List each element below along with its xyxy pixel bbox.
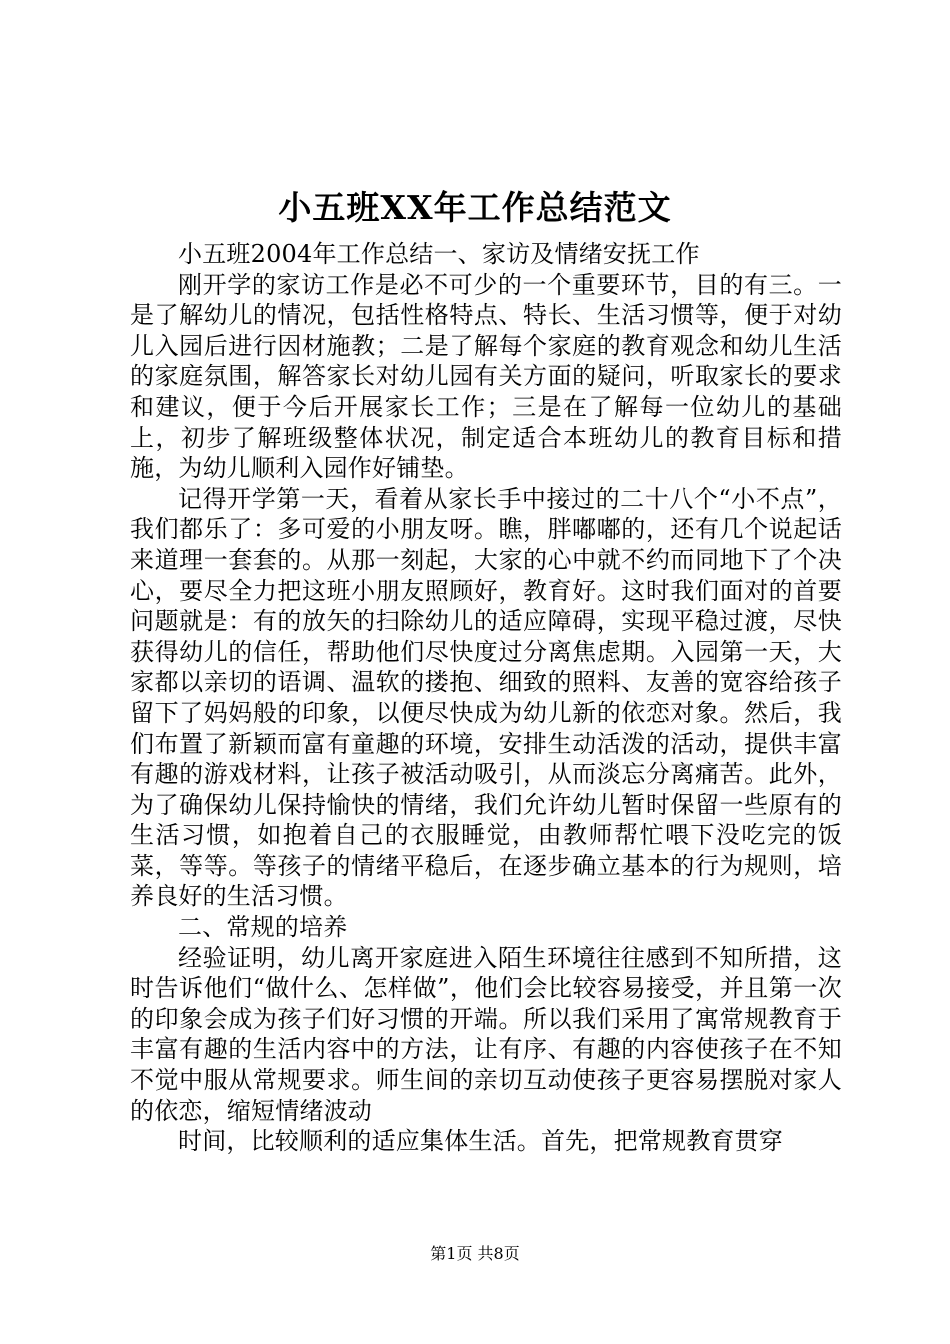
paragraph: 时间，比较顺利的适应集体生活。首先，把常规教育贯穿 [178,1127,783,1156]
document-title: 小五班XX年工作总结范文 [278,188,672,227]
paragraph: 经验证明，幼儿离开家庭进入陌生环境往往感到不知所措，这时告诉他们“做什么、怎样做”，他们会比较容易接受，并且第一次的印象会成为孩子们好习惯的开端。所以我们采用了寓常规教育于丰富有趣的生活内容中的方法，让有序、有趣的内容使孩子在不知不觉中服从常规要求。师生间的亲切互动使孩子更容易摆脱对家人的依恋，缩短情绪波动 [130,943,842,1125]
paragraph: 记得开学第一天，看着从家长手中接过的二十八个“小不点”，我们都乐了：多可爱的小朋友呀。瞧，胖嘟嘟的，还有几个说起话来道理一套套的。从那一刻起，大家的心中就不约而同地下了个决心，要尽全力把这班小朋友照顾好，教育好。这时我们面对的首要问题就是：有的放矢的扫除幼儿的适应障碍，实现平稳过渡，尽快获得幼儿的信任，帮助他们尽快度过分离焦虑期。入园第一天，大家都以亲切的语调、温软的搂抱、细致的照料、友善的宽容给孩子留下了妈妈般的印象，以便尽快成为幼儿新的依恋对象。然后，我们布置了新颖而富有童趣的环境，安排生动活泼的活动，提供丰富有趣的游戏材料，让孩子被活动吸引，从而淡忘分离痛苦。此外，为了确保幼儿保持愉快的情绪，我们允许幼儿暂时保留一些原有的生活习惯，如抱着自己的衣服睡觉，由教师帮忙喂下没吃完的饭菜，等等。等孩子的情绪平稳后，在逐步确立基本的行为规则，培养良好的生活习惯。 [130,484,842,911]
paragraph: 刚开学的家访工作是必不可少的一个重要环节，目的有三。一是了解幼儿的情况，包括性格特点、特长、生活习惯等，便于对幼儿入园后进行因材施教；二是了解每个家庭的教育观念和幼儿生活的家庭氛围，解答家长对幼儿园有关方面的疑问，听取家长的要求和建议，便于今后开展家长工作；三是在了解每一位幼儿的基础上，初步了解班级整体状况，制定适合本班幼儿的教育目标和措施，为幼儿顺利入园作好铺垫。 [130,270,842,483]
document-body [130,239,842,1157]
paragraph-heading-1: 小五班2004年工作总结一、家访及情绪安抚工作 [178,240,700,268]
paragraph-heading-2: 二、常规的培养 [178,913,348,942]
page-footer: 第1页 共8页 [430,1244,520,1263]
